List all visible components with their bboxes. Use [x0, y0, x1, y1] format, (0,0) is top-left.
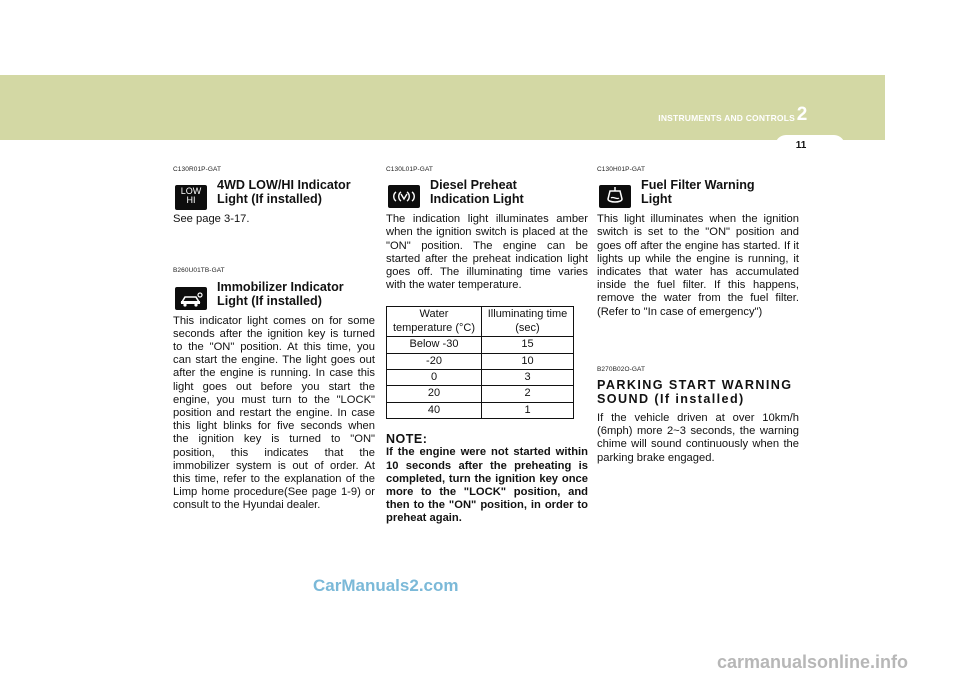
icon-text-low: LOW [180, 186, 202, 197]
section-header-4wd [173, 177, 375, 213]
table-row [387, 402, 574, 418]
table-row [387, 370, 574, 386]
table-cell: Below -30 [387, 337, 482, 353]
section-title-4wd: 4WD LOW/HI Indicator Light (If installed) [217, 178, 351, 207]
section-body-immobilizer: This indicator light comes on for some seconds after the ignition key is turned to the "ON" position. At this time, you can start the engine. The light goes out after the engine is running. In case this light goes out before you start the engine, you must turn to the "LOCK" position and restart the engine. In case this light blinks for five seconds when the ignition key is turned to "ON" position, this indicates that the immobilizer system is out of order. At this time, refer to the explanation of the Limp home procedure(See page 1-9) or consult to the Hyundai dealer. [173, 314, 375, 512]
table-row [387, 386, 574, 402]
table-row [387, 337, 574, 353]
note-text: If the engine were not started within 10 seconds after the preheating is completed, turn the ignition key once more to the "LOCK" position, and then to the "ON" position, in order to preheat again. [386, 446, 588, 525]
car-key-icon [175, 287, 207, 310]
note-title: NOTE: [386, 432, 428, 447]
table-cell: 2 [482, 386, 574, 402]
section-code: C130R01P-GAT [173, 166, 222, 173]
table-cell: 10 [482, 353, 574, 369]
section-header-preheat [386, 177, 588, 213]
section-code: C130H01P-GAT [597, 166, 646, 173]
section-title-fuel-filter: Fuel Filter Warning Light [641, 178, 755, 207]
watermark-carmanuals2: CarManuals2.com [313, 576, 459, 595]
preheat-time-table [386, 306, 574, 419]
table-cell: 1 [482, 402, 574, 418]
section-body-4wd: See page 3-17. [173, 213, 250, 226]
chapter-title: INSTRUMENTS AND CONTROLS [658, 113, 795, 123]
section-title-immobilizer: Immobilizer Indicator Light (If installed) [217, 279, 344, 308]
table-cell: 20 [387, 386, 482, 402]
section-code: B260U01TB-GAT [173, 267, 225, 275]
column-right [597, 163, 799, 465]
table-cell: 15 [482, 337, 574, 353]
table-header-cell: Water temperature (°C) [387, 307, 482, 337]
table-header-row [387, 307, 574, 337]
table-cell: 40 [387, 402, 482, 418]
header-band [0, 75, 885, 140]
section-header-fuel-filter [597, 177, 799, 213]
section-title-parking-warning: PARKING START WARNING SOUND (If installed) [597, 378, 793, 407]
section-body-preheat: The indication light illuminates amber when the ignition switch is placed at the "ON" position. The engine can be started after the preheat indication light goes off. The illuminating time varies with the water temperature. [386, 213, 588, 292]
table-row [387, 353, 574, 369]
section-code: C130L01P-GAT [386, 166, 433, 173]
section-title-preheat: Diesel Preheat Indication Light [430, 178, 524, 207]
section-header-immobilizer [173, 279, 375, 315]
page-number: 11 [795, 140, 807, 151]
column-middle [386, 163, 588, 526]
table-header-cell: Illuminating time (sec) [482, 307, 574, 337]
table-cell: 0 [387, 370, 482, 386]
watermark-carmanualsonline: carmanualsonline.info [717, 652, 909, 672]
icon-text-hi: HI [186, 195, 196, 206]
4wd-low-hi-icon [175, 185, 207, 210]
chapter-number: 2 [796, 104, 808, 125]
fuel-filter-icon [599, 185, 631, 208]
section-body-fuel-filter: This light illuminates when the ignition switch is set to the "ON" position and goes off after the engine has started. If it lights up while the engine is running, it indicates that water has accumulated inside the fuel filter. If this happens, remove the water from the fuel filter. (Refer to "In case of emergency") [597, 213, 799, 318]
column-left [173, 163, 375, 513]
table-cell: 3 [482, 370, 574, 386]
table-cell: -20 [387, 353, 482, 369]
section-body-parking-warning: If the vehicle driven at over 10km/h (6mph) more 2~3 seconds, the warning chime will sound continuously when the parking brake engaged. [597, 412, 799, 464]
section-code: B270B02O-GAT [597, 365, 646, 373]
glow-plug-icon [388, 185, 420, 208]
